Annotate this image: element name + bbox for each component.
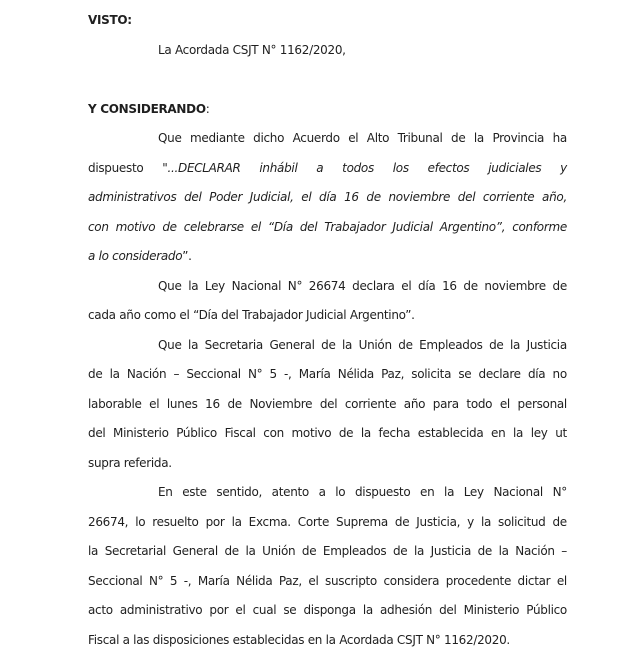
word: Unión [262, 544, 296, 558]
word: la [342, 337, 353, 352]
word: corriente [344, 396, 397, 411]
word: la [245, 544, 256, 558]
word: Alto [366, 131, 390, 145]
word: Tribunal [397, 131, 443, 145]
paragraph-line [88, 154, 567, 184]
word: Que [158, 131, 182, 145]
word: noviembre [484, 278, 546, 293]
word: la [513, 426, 524, 440]
word: no [552, 367, 567, 381]
paragraph-line [88, 390, 567, 420]
word: conforme [512, 219, 567, 234]
word: la [188, 337, 199, 352]
word: el [556, 573, 567, 588]
word: Ministerio [113, 426, 169, 440]
word: la [510, 337, 521, 352]
word: Argentino”, [439, 219, 506, 234]
word: Empleados [419, 337, 483, 352]
word: suscripto [325, 573, 377, 588]
blank-line [88, 65, 567, 95]
word: año [403, 396, 426, 411]
word: 5 [269, 367, 277, 381]
word: el [301, 190, 312, 204]
word: del [88, 426, 106, 440]
word: “Día [267, 219, 293, 234]
word: el [149, 396, 160, 411]
word: de [301, 544, 317, 558]
text-segment: : [205, 101, 210, 116]
paragraph-line [158, 124, 567, 154]
word: efectos [427, 160, 470, 175]
word: día [319, 190, 337, 204]
word: Poder [209, 190, 243, 204]
word: la [444, 485, 455, 499]
paragraph-line [88, 419, 567, 449]
word: por [205, 514, 225, 529]
word: Empleados [322, 544, 387, 558]
word: la [109, 367, 120, 381]
word: mediante [190, 131, 245, 145]
word: 26674, [88, 514, 129, 529]
word: de [162, 219, 177, 234]
word: Ley [204, 278, 225, 293]
word: N° [148, 573, 164, 588]
text-segment: ”. [182, 249, 192, 263]
paragraph-line [88, 301, 567, 331]
word: lunes [166, 396, 198, 411]
word: dispuesto [354, 485, 411, 499]
word: "...DECLARAR [162, 160, 241, 175]
word: de [88, 367, 103, 381]
word: personal [517, 396, 567, 411]
word: Secretaria [204, 337, 263, 352]
word: General [172, 544, 218, 558]
word: este [182, 485, 207, 499]
word: Justicia, [416, 514, 461, 529]
word: la [362, 603, 373, 617]
word: Paz, [278, 573, 302, 588]
word: de [477, 544, 492, 558]
word: el [401, 278, 412, 293]
word: N° [287, 278, 303, 293]
word: acto [88, 603, 113, 617]
word: Público [176, 426, 217, 440]
word: cual [252, 603, 277, 617]
word: celebrarse [183, 219, 244, 234]
word: laborable [88, 396, 142, 411]
paragraph-line [88, 242, 567, 272]
word: de [392, 544, 408, 558]
word: el [308, 573, 319, 588]
word: 26674 [308, 278, 346, 293]
word: a [318, 485, 326, 499]
word: de [398, 337, 413, 352]
word: María [298, 367, 331, 381]
word: todos [342, 160, 374, 175]
word: día [527, 367, 546, 381]
word: se [283, 603, 297, 617]
word: declara [352, 278, 395, 293]
word: del [439, 603, 457, 617]
word: Público [526, 603, 567, 617]
word: Trabajador [324, 219, 386, 234]
paragraph-line [88, 567, 567, 597]
word: de [224, 544, 239, 558]
document-body [88, 6, 567, 655]
word: lo [135, 514, 146, 529]
word: la [498, 544, 509, 558]
paragraph-line [88, 449, 567, 479]
word: el [250, 219, 261, 234]
paragraph-line [88, 508, 567, 538]
word: día [418, 278, 436, 293]
word: Nacional [493, 485, 543, 499]
word: Nélida [236, 573, 273, 588]
word: establecida [417, 426, 484, 440]
word: Acuerdo [292, 131, 340, 145]
word: En [158, 485, 173, 499]
word: motivo [291, 426, 332, 440]
word: de [463, 278, 478, 293]
word: del [299, 219, 318, 234]
word: disponga [303, 603, 356, 617]
word: Seccional [186, 367, 241, 381]
paragraph-line [88, 360, 567, 390]
heading-considerando [88, 95, 567, 125]
text-segment: VISTO: [88, 13, 132, 27]
word: 5 [169, 573, 178, 588]
word: dictar [517, 573, 551, 588]
word: Noviembre [249, 396, 313, 411]
word: del [184, 190, 202, 204]
word: Suprema [336, 514, 388, 529]
word: en [420, 485, 435, 499]
word: la [413, 544, 425, 558]
paragraph-line [88, 537, 567, 567]
word: la [480, 514, 492, 529]
word: la [360, 426, 371, 440]
word: ha [552, 131, 567, 145]
word: todo [466, 396, 493, 411]
word: los [392, 160, 409, 175]
word: -, [284, 367, 292, 381]
word: del [457, 190, 476, 204]
paragraph-line [158, 331, 567, 361]
word: Seccional [88, 573, 143, 588]
word: administrativo [119, 603, 203, 617]
word: corriente [482, 190, 535, 204]
word: para [432, 396, 459, 411]
word: el [499, 396, 510, 411]
word: solicitud [498, 514, 546, 529]
word: -, [183, 573, 192, 588]
word: a [316, 160, 324, 175]
word: declare [478, 367, 521, 381]
word: administrativos [88, 190, 177, 204]
word: de [227, 396, 242, 411]
word: Justicia [430, 544, 471, 558]
word: la [231, 514, 242, 529]
word: de [321, 337, 336, 352]
word: Paz, [381, 367, 405, 381]
paragraph-line [158, 272, 567, 302]
word: la [88, 544, 99, 558]
word: sentido, [216, 485, 263, 499]
word: dispuesto [88, 160, 144, 175]
word: por [209, 603, 229, 617]
word: la [188, 278, 199, 293]
word: la [473, 131, 484, 145]
word: General [269, 337, 315, 352]
word: solicita [411, 367, 452, 381]
word: del [319, 396, 338, 411]
word: 16 [344, 190, 359, 204]
word: – [173, 367, 180, 381]
word: de [366, 190, 381, 204]
text-segment: La Acordada CSJT N° 1162/2020, [158, 42, 346, 57]
word: Nación [126, 367, 167, 381]
word: de [489, 337, 504, 352]
word: atento [271, 485, 309, 499]
word: con [88, 219, 109, 234]
word: de [552, 278, 567, 293]
paragraph-line [88, 626, 567, 656]
text-segment: Y CONSIDERANDO [88, 101, 206, 116]
word: Excma. [248, 514, 291, 529]
word: considera [383, 573, 440, 588]
word: 16 [442, 278, 457, 293]
word: fecha [378, 426, 411, 440]
word: Nélida [337, 367, 374, 381]
word: lo [335, 485, 346, 499]
paragraph-line [88, 183, 567, 213]
word: ley [530, 426, 548, 440]
word: en [491, 426, 506, 440]
word: motivo [115, 219, 156, 234]
word: N° [552, 485, 567, 499]
word: de [552, 514, 567, 529]
word: Nacional [231, 278, 282, 293]
word: – [561, 544, 567, 558]
word: y [560, 160, 567, 175]
word: Judicial, [249, 190, 294, 204]
word: procedente [445, 573, 512, 588]
word: Justicia [526, 337, 567, 352]
text-segment: supra referida. [88, 455, 172, 470]
heading-visto [88, 6, 567, 36]
word: ut [555, 426, 567, 440]
word: Corte [297, 514, 330, 529]
text-segment: Fiscal a las disposiciones establecidas en la Acordada CSJT N° 1162/2020. [88, 632, 510, 647]
text-segment: cada año como el “Día del Trabajador Judicial Argentino”. [88, 308, 415, 322]
word: N° [247, 367, 263, 381]
word: el [235, 603, 246, 617]
word: dicho [253, 131, 285, 145]
word: Secretarial [104, 544, 167, 558]
word: judiciales [488, 160, 542, 175]
word: con [263, 426, 284, 440]
word: Unión [358, 337, 392, 352]
word: Que [158, 278, 182, 293]
word: Nación [515, 544, 555, 558]
word: y [467, 514, 474, 529]
word: de [451, 131, 466, 145]
paragraph-line [88, 596, 567, 626]
word: noviembre [388, 190, 451, 204]
paragraph-line [88, 213, 567, 243]
word: Fiscal [224, 426, 256, 440]
word: Provincia [492, 131, 545, 145]
word: de [338, 426, 354, 440]
word: Ley [463, 485, 484, 499]
word: inhábil [259, 160, 298, 175]
word: adhesión [379, 603, 433, 617]
word: resuelto [152, 514, 199, 529]
paragraph-line [158, 478, 567, 508]
word: de [394, 514, 410, 529]
word: María [197, 573, 230, 588]
word: Ministerio [463, 603, 520, 617]
word: Que [158, 337, 182, 352]
word: el [348, 131, 359, 145]
text-segment: a lo considerado [88, 249, 183, 263]
line-acordada [158, 36, 567, 66]
word: Judicial [392, 219, 433, 234]
word: año, [542, 190, 567, 204]
word: 16 [205, 396, 220, 411]
word: se [458, 367, 472, 381]
